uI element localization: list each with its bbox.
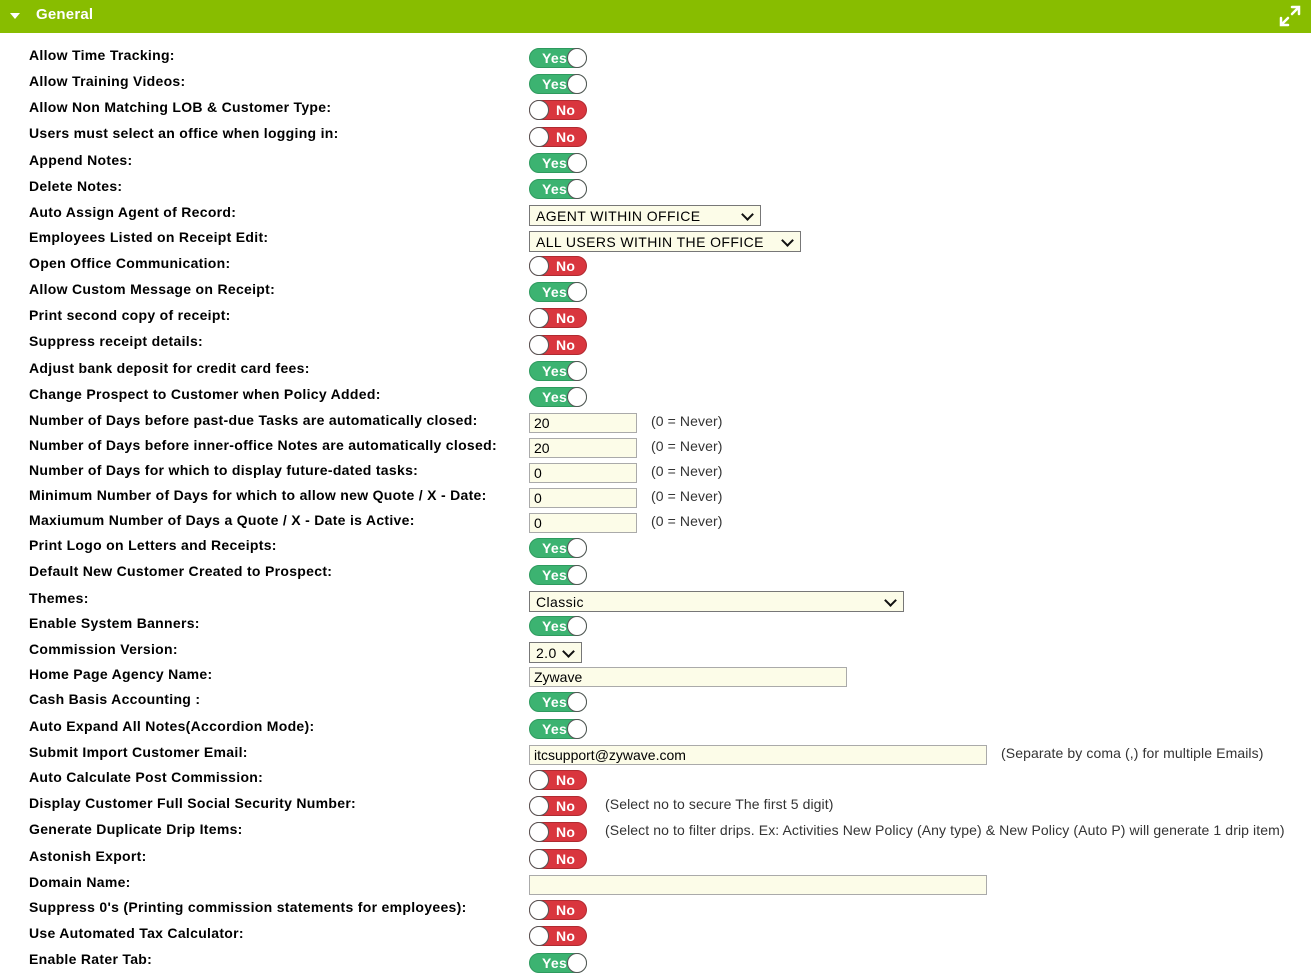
toggle-knob-icon: [529, 127, 549, 147]
toggle-allow-training-videos[interactable]: [529, 74, 587, 94]
hint-display-customer-full-social-security-number: (Select no to secure The first 5 digit): [605, 796, 834, 812]
toggle-adjust-bank-deposit-for-credit-card-fees[interactable]: [529, 361, 587, 381]
toggle-state-text: No: [556, 129, 576, 145]
label-number-of-days-before-past-due-tasks-are-automatically-closed: Number of Days before past-due Tasks are automatically closed:: [29, 412, 478, 428]
hint-minimum-number-of-days-for-which-to-allow-new-quote-x-date: (0 = Never): [651, 488, 723, 504]
toggle-state-text: Yes: [542, 50, 568, 66]
label-auto-calculate-post-commission: Auto Calculate Post Commission:: [29, 769, 264, 785]
label-use-automated-tax-calculator: Use Automated Tax Calculator:: [29, 925, 244, 941]
label-suppress-receipt-details: Suppress receipt details:: [29, 333, 204, 349]
toggle-knob-icon: [529, 100, 549, 120]
label-append-notes: Append Notes:: [29, 152, 133, 168]
label-suppress-0-s-printing-commission-statements-for-employees: Suppress 0's (Printing commission statements for employees):: [29, 899, 467, 915]
select-value: AGENT WITHIN OFFICE: [536, 208, 701, 224]
toggle-state-text: No: [556, 337, 576, 353]
label-maxiumum-number-of-days-a-quote-x-date-is-active: Maxiumum Number of Days a Quote / X - Date is Active:: [29, 512, 415, 528]
collapse-caret-icon[interactable]: [10, 13, 20, 19]
hint-submit-import-customer-email: (Separate by coma (,) for multiple Emails): [1001, 745, 1264, 761]
label-open-office-communication: Open Office Communication:: [29, 255, 231, 271]
label-print-logo-on-letters-and-receipts: Print Logo on Letters and Receipts:: [29, 537, 277, 553]
input-number-of-days-before-past-due-tasks-are-automatically-closed[interactable]: 20: [529, 413, 637, 433]
label-allow-non-matching-lob-customer-type: Allow Non Matching LOB & Customer Type:: [29, 99, 332, 115]
toggle-append-notes[interactable]: [529, 153, 587, 173]
toggle-cash-basis-accounting[interactable]: [529, 692, 587, 712]
toggle-state-text: No: [556, 310, 576, 326]
toggle-delete-notes[interactable]: [529, 179, 587, 199]
toggle-state-text: No: [556, 102, 576, 118]
toggle-suppress-0-s-printing-commission-statements-for-employees[interactable]: [529, 900, 587, 920]
toggle-print-second-copy-of-receipt[interactable]: [529, 308, 587, 328]
expand-icon[interactable]: [1279, 5, 1301, 27]
chevron-down-icon: [741, 208, 754, 221]
select-themes[interactable]: [529, 591, 904, 612]
label-submit-import-customer-email: Submit Import Customer Email:: [29, 744, 248, 760]
toggle-users-must-select-an-office-when-logging-in[interactable]: [529, 127, 587, 147]
toggle-knob-icon: [529, 822, 549, 842]
toggle-change-prospect-to-customer-when-policy-added[interactable]: [529, 387, 587, 407]
label-enable-system-banners: Enable System Banners:: [29, 615, 200, 631]
label-default-new-customer-created-to-prospect: Default New Customer Created to Prospect:: [29, 563, 333, 579]
toggle-state-text: Yes: [542, 181, 568, 197]
section-header[interactable]: [0, 0, 1311, 33]
toggle-default-new-customer-created-to-prospect[interactable]: [529, 565, 587, 585]
chevron-down-icon: [781, 234, 794, 247]
toggle-state-text: No: [556, 772, 576, 788]
label-auto-assign-agent-of-record: Auto Assign Agent of Record:: [29, 204, 237, 220]
toggle-knob-icon: [567, 387, 587, 407]
toggle-state-text: Yes: [542, 955, 568, 971]
input-maxiumum-number-of-days-a-quote-x-date-is-active[interactable]: 0: [529, 513, 637, 533]
toggle-state-text: Yes: [542, 155, 568, 171]
chevron-down-icon: [562, 645, 575, 658]
toggle-suppress-receipt-details[interactable]: [529, 335, 587, 355]
toggle-state-text: Yes: [542, 567, 568, 583]
toggle-knob-icon: [529, 900, 549, 920]
label-auto-expand-all-notes-accordion-mode: Auto Expand All Notes(Accordion Mode):: [29, 718, 315, 734]
hint-number-of-days-for-which-to-display-future-dated-tasks: (0 = Never): [651, 463, 723, 479]
label-change-prospect-to-customer-when-policy-added: Change Prospect to Customer when Policy Added:: [29, 386, 381, 402]
toggle-knob-icon: [567, 616, 587, 636]
label-print-second-copy-of-receipt: Print second copy of receipt:: [29, 307, 231, 323]
toggle-knob-icon: [529, 926, 549, 946]
select-auto-assign-agent-of-record[interactable]: [529, 205, 761, 226]
toggle-knob-icon: [567, 361, 587, 381]
label-adjust-bank-deposit-for-credit-card-fees: Adjust bank deposit for credit card fees:: [29, 360, 310, 376]
toggle-state-text: Yes: [542, 721, 568, 737]
hint-generate-duplicate-drip-items: (Select no to filter drips. Ex: Activities New Policy (Any type) & New Policy (Auto P) will generate 1 drip item): [605, 822, 1285, 838]
section-title: General: [36, 6, 94, 23]
toggle-astonish-export[interactable]: [529, 849, 587, 869]
toggle-state-text: Yes: [542, 694, 568, 710]
label-cash-basis-accounting: Cash Basis Accounting :: [29, 691, 201, 707]
toggle-generate-duplicate-drip-items[interactable]: [529, 822, 587, 842]
toggle-state-text: No: [556, 824, 576, 840]
toggle-state-text: Yes: [542, 284, 568, 300]
toggle-allow-non-matching-lob-customer-type[interactable]: [529, 100, 587, 120]
toggle-state-text: No: [556, 258, 576, 274]
toggle-state-text: Yes: [542, 540, 568, 556]
select-commission-version[interactable]: [529, 642, 582, 663]
toggle-knob-icon: [567, 565, 587, 585]
input-number-of-days-for-which-to-display-future-dated-tasks[interactable]: 0: [529, 463, 637, 483]
toggle-knob-icon: [567, 719, 587, 739]
input-submit-import-customer-email[interactable]: itcsupport@zywave.com: [529, 745, 987, 765]
toggle-knob-icon: [567, 48, 587, 68]
label-allow-custom-message-on-receipt: Allow Custom Message on Receipt:: [29, 281, 276, 297]
toggle-knob-icon: [567, 153, 587, 173]
select-value: 2.0: [536, 645, 557, 661]
toggle-knob-icon: [529, 308, 549, 328]
label-astonish-export: Astonish Export:: [29, 848, 147, 864]
toggle-use-automated-tax-calculator[interactable]: [529, 926, 587, 946]
hint-number-of-days-before-inner-office-notes-are-automatically-closed: (0 = Never): [651, 438, 723, 454]
select-value: ALL USERS WITHIN THE OFFICE: [536, 234, 764, 250]
toggle-state-text: No: [556, 851, 576, 867]
toggle-state-text: No: [556, 928, 576, 944]
toggle-state-text: Yes: [542, 618, 568, 634]
toggle-print-logo-on-letters-and-receipts[interactable]: [529, 538, 587, 558]
toggle-knob-icon: [567, 538, 587, 558]
toggle-knob-icon: [567, 953, 587, 973]
toggle-enable-system-banners[interactable]: [529, 616, 587, 636]
label-number-of-days-for-which-to-display-future-dated-tasks: Number of Days for which to display future-dated tasks:: [29, 462, 419, 478]
input-number-of-days-before-inner-office-notes-are-automatically-closed[interactable]: 20: [529, 438, 637, 458]
label-number-of-days-before-inner-office-notes-are-automatically-closed: Number of Days before inner-office Notes are automatically closed:: [29, 437, 497, 453]
toggle-allow-custom-message-on-receipt[interactable]: [529, 282, 587, 302]
label-users-must-select-an-office-when-logging-in: Users must select an office when logging in:: [29, 125, 339, 141]
toggle-knob-icon: [529, 770, 549, 790]
label-allow-training-videos: Allow Training Videos:: [29, 73, 186, 89]
toggle-state-text: Yes: [542, 389, 568, 405]
toggle-open-office-communication[interactable]: [529, 256, 587, 276]
toggle-knob-icon: [567, 282, 587, 302]
chevron-down-icon: [884, 594, 897, 607]
toggle-state-text: Yes: [542, 363, 568, 379]
hint-maxiumum-number-of-days-a-quote-x-date-is-active: (0 = Never): [651, 513, 723, 529]
toggle-knob-icon: [567, 692, 587, 712]
toggle-knob-icon: [529, 335, 549, 355]
select-value: Classic: [536, 594, 584, 610]
label-generate-duplicate-drip-items: Generate Duplicate Drip Items:: [29, 821, 243, 837]
label-delete-notes: Delete Notes:: [29, 178, 123, 194]
toggle-knob-icon: [567, 179, 587, 199]
label-commission-version: Commission Version:: [29, 641, 178, 657]
toggle-state-text: Yes: [542, 76, 568, 92]
input-home-page-agency-name[interactable]: Zywave: [529, 667, 847, 687]
toggle-auto-expand-all-notes-accordion-mode[interactable]: [529, 719, 587, 739]
label-domain-name: Domain Name:: [29, 874, 131, 890]
label-home-page-agency-name: Home Page Agency Name:: [29, 666, 213, 682]
input-domain-name[interactable]: [529, 875, 987, 895]
toggle-knob-icon: [529, 849, 549, 869]
toggle-knob-icon: [567, 74, 587, 94]
label-themes: Themes:: [29, 590, 89, 606]
toggle-knob-icon: [529, 796, 549, 816]
hint-number-of-days-before-past-due-tasks-are-automatically-closed: (0 = Never): [651, 413, 723, 429]
select-employees-listed-on-receipt-edit[interactable]: [529, 231, 801, 252]
input-minimum-number-of-days-for-which-to-allow-new-quote-x-date[interactable]: 0: [529, 488, 637, 508]
toggle-enable-rater-tab[interactable]: [529, 953, 587, 973]
label-minimum-number-of-days-for-which-to-allow-new-quote-x-date: Minimum Number of Days for which to allow new Quote / X - Date:: [29, 487, 487, 503]
toggle-state-text: No: [556, 902, 576, 918]
toggle-state-text: No: [556, 798, 576, 814]
label-enable-rater-tab: Enable Rater Tab:: [29, 951, 153, 967]
toggle-allow-time-tracking[interactable]: [529, 48, 587, 68]
label-employees-listed-on-receipt-edit: Employees Listed on Receipt Edit:: [29, 229, 269, 245]
toggle-display-customer-full-social-security-number[interactable]: [529, 796, 587, 816]
toggle-auto-calculate-post-commission[interactable]: [529, 770, 587, 790]
label-allow-time-tracking: Allow Time Tracking:: [29, 47, 175, 63]
toggle-knob-icon: [529, 256, 549, 276]
label-display-customer-full-social-security-number: Display Customer Full Social Security Number:: [29, 795, 357, 811]
